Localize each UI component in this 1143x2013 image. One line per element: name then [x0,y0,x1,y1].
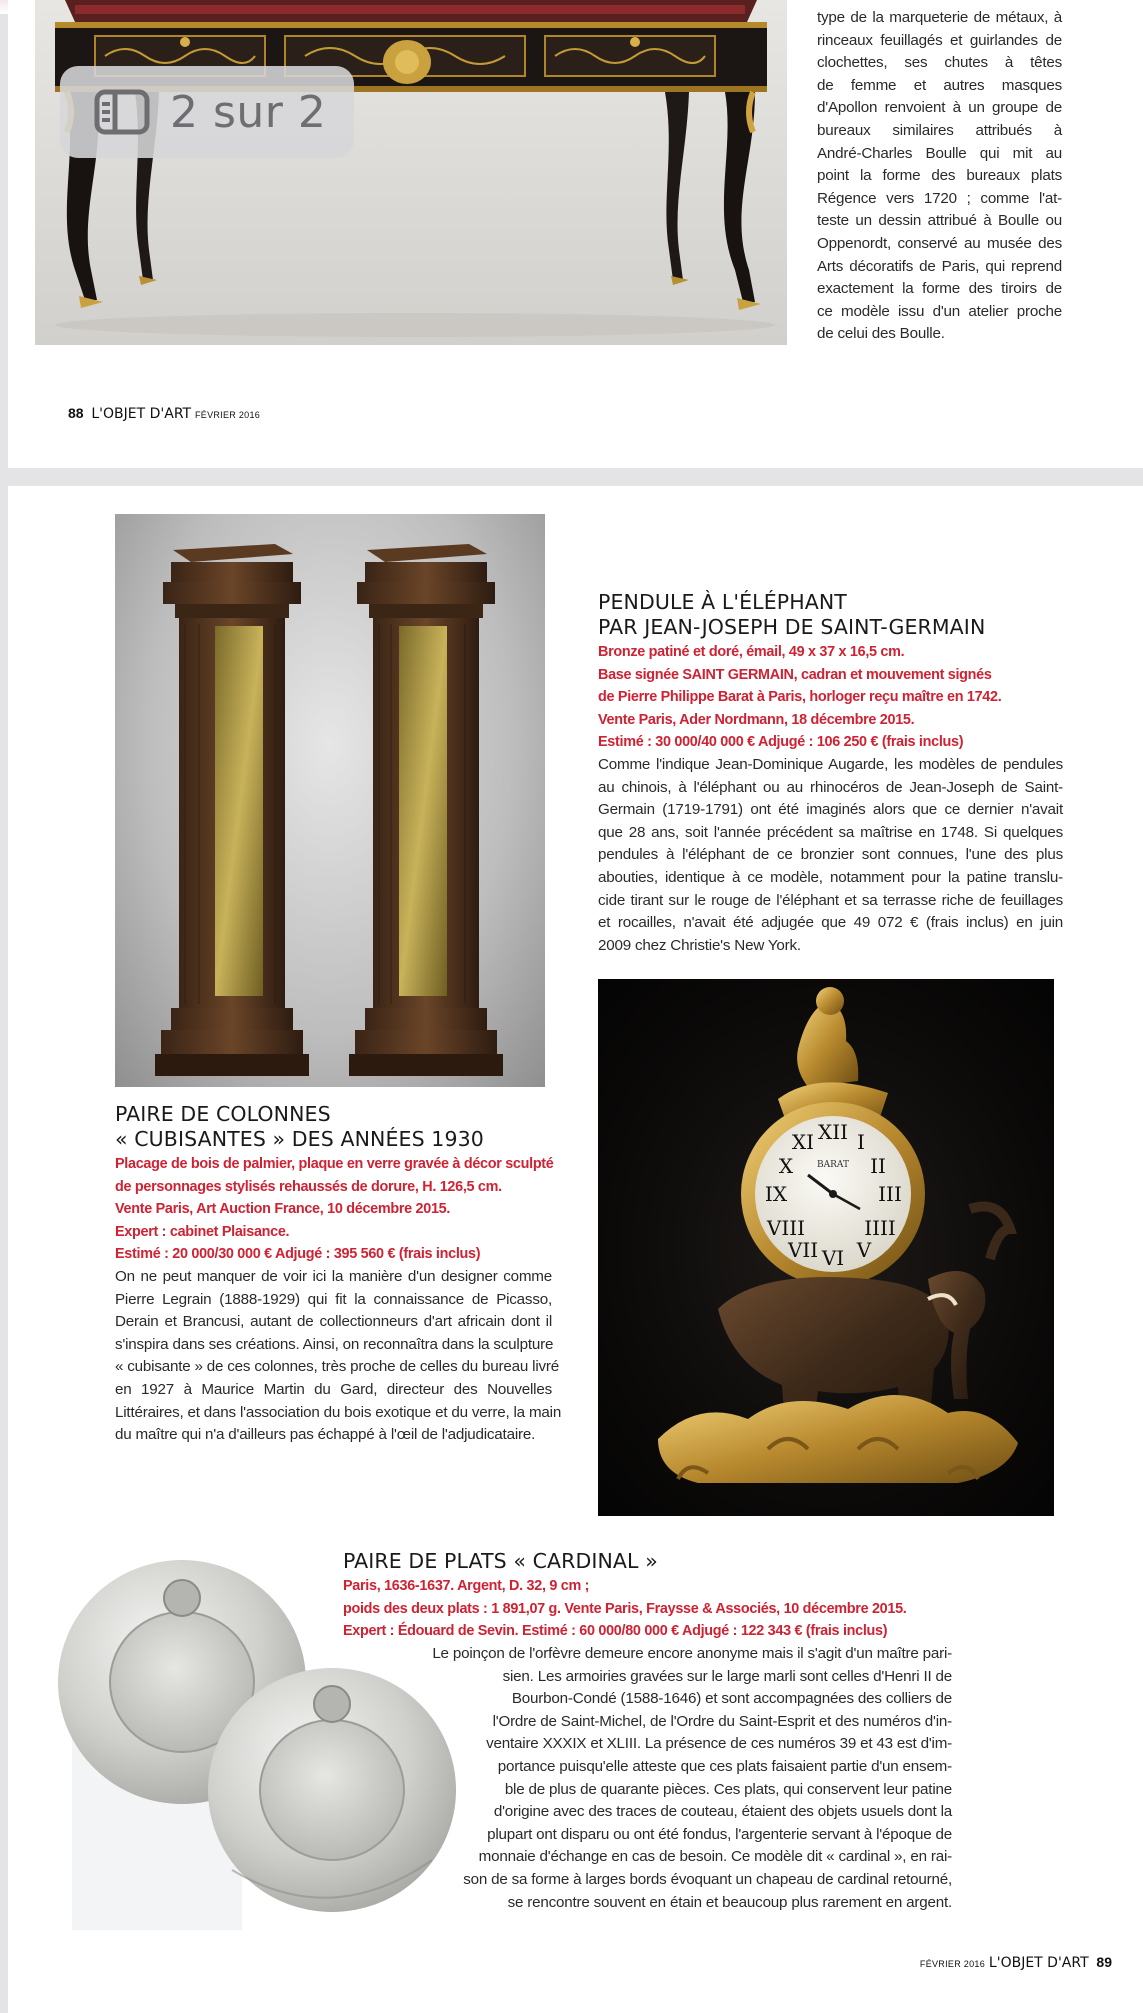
text-line: pendules à l'éléphant de ce bronzier sont connues, l'une des plus [598,846,1063,864]
page-folio-88 [68,405,260,422]
text-line: cide tirant sur le rouge de l'éléphant et sa terrasse riche de feuillages [598,891,1063,909]
issue-date: FÉVRIER 2016 [919,1959,986,1969]
text-line: au chinois, à l'éléphant ou au rhinocéros de Jean-Joseph de Saint- [598,778,1063,796]
text-line: On ne peut manquer de voir ici la manière d'un designer comme [115,1268,552,1285]
svg-text:VI: VI [821,1246,845,1270]
meta-line: Vente Paris, Art Auction France, 10 décembre 2015. [115,1201,451,1218]
text-line: se rencontre souvent en étain et beaucoup plus rarement en argent. [507,1893,952,1911]
pendule-title-line1: PENDULE À L'ÉLÉPHANT [598,590,847,614]
text-line: que 28 ans, soit l'année précédent sa maîtrise en 1748. Si quelques [598,823,1063,841]
text-line: exactement la forme des tiroirs de [817,280,1062,298]
colonnes-title-line1: PAIRE DE COLONNES [115,1102,331,1126]
meta-line: Paris, 1636-1637. Argent, D. 32, 9 cm ; [343,1578,590,1594]
book-pages-icon [94,89,150,135]
elephant-clock-photo [598,979,1054,1516]
text-line: Régence vers 1720 ; comme l'at- [817,189,1062,207]
meta-line: poids des deux plats : 1 891,07 g. Vente Paris, Fraysse & Associés, 10 décembre 2015. [343,1600,907,1617]
page-number: 89 [1096,1954,1112,1970]
meta-line: Base signée SAINT GERMAIN, cadran et mouvement signés [598,666,992,683]
cubist-columns-illustration [115,514,545,1087]
svg-text:XI: XI [791,1130,815,1154]
plats-body-text [392,1643,952,1914]
colonnes-body-text [115,1266,562,1447]
text-line: du maître qui n'a d'ailleurs pas échappé à l'œil de l'adjudicataire. [115,1426,536,1444]
meta-line: Estimé : 20 000/30 000 € Adjugé : 395 560 € (frais inclus) [115,1246,481,1263]
text-line: type de la marqueterie de métaux, à [817,9,1062,26]
svg-text:X: X [778,1154,794,1178]
text-line: s'inspira dans ses créations. Ainsi, on reconnaîtra dans la sculpture [115,1335,554,1353]
meta-line: de personnages stylisés rehaussés de dorure, H. 126,5 cm. [115,1178,502,1195]
page-indicator[interactable] [60,66,354,158]
svg-text:XII: XII [817,1120,849,1144]
text-line: plupart ont disparu ou ont été fondus, l'argenterie servant à l'époque de [487,1825,952,1843]
text-line: Oppenordt, conservé au musée des [817,234,1062,252]
text-line: abouties, identique à ce modèle, notamment pour la patine translu- [598,868,1063,886]
text-line: point la forme des bureaux plats [817,167,1062,185]
text-line: de femme et autres masques [817,76,1062,94]
text-line: d'Apollon renvoient à un groupe de [817,99,1062,117]
magazine-page-89 [8,486,1143,2013]
text-line: Pierre Legrain (1888-1929) qui fit la connaissance de Picasso, [115,1290,552,1308]
text-line: Littéraires, et dans l'association du bois exotique et du verre, la main [115,1403,562,1421]
text-line: Le poinçon de l'orfèvre demeure encore anonyme mais il s'agit d'un maître pari- [432,1645,952,1662]
columns-photo [115,514,545,1087]
text-line: Arts décoratifs de Paris, qui reprend [817,257,1062,275]
desk-illustration [35,0,787,345]
text-line: d'origine avec des traces de couteau, étaient des objets usuels dont la [493,1803,952,1821]
text-line: Bourbon-Condé (1588-1646) et sont accompagnées des colliers de [511,1690,952,1708]
text-line: « cubisante » de ces colonnes, très proche de celles du bureau livré [115,1358,559,1376]
issue-date: FÉVRIER 2016 [194,410,261,420]
text-line: monnaie d'échange en cas de besoin. Ce modèle dit « cardinal », en rai- [478,1848,952,1866]
text-line: teste un dessin attribué à Boulle ou [817,212,1062,230]
text-line: clochettes, ses chutes à têtes [817,54,1062,72]
text-line: rinceaux feuillagés et guirlandes de [817,31,1062,49]
svg-text:III: III [878,1182,902,1206]
text-line: ventaire XXXIX et XLIII. La présence de ces numéros 39 et 43 est d'im- [486,1735,952,1753]
page-number: 88 [68,405,84,421]
magazine-name: L'OBJET D'ART [988,1955,1089,1971]
text-line: de celui des Boulle. [817,325,945,343]
svg-text:I: I [857,1130,865,1154]
svg-text:VIII: VIII [766,1216,806,1240]
dial-signature: BARAT [817,1160,849,1170]
text-line: bureaux similaires attribués à [817,121,1062,139]
svg-text:II: II [870,1154,886,1178]
colonnes-sale-details [115,1153,555,1266]
pendule-title-line2: PAR JEAN-JOSEPH DE SAINT-GERMAIN [598,615,986,639]
svg-text:V: V [856,1238,872,1262]
svg-text:VII: VII [787,1238,819,1262]
meta-line: Expert : Édouard de Sevin. Estimé : 60 000/80 000 € Adjugé : 122 343 € (frais inclus) [343,1623,888,1640]
colonnes-title-line2: « CUBISANTES » DES ANNÉES 1930 [115,1127,484,1151]
pendule-title [598,590,1078,640]
meta-line: Vente Paris, Ader Nordmann, 18 décembre 2015. [598,711,915,728]
text-line: ce modèle issu d'un atelier proche [817,302,1062,320]
svg-text:IX: IX [764,1182,788,1206]
text-line: et rocailles, n'avait été adjugée que 49 072 € (frais inclus) en juin [598,914,1063,932]
meta-line: Expert : cabinet Plaisance. [115,1223,290,1240]
page-indicator-label: 2 sur 2 [170,86,327,138]
pendule-sale-details [598,641,1058,754]
magazine-name: L'OBJET D'ART [91,406,192,422]
text-line: sien. Les armoiries gravées sur le large marli sont celles d'Henri II de [502,1667,952,1685]
meta-line: Bronze patiné et doré, émail, 49 x 37 x 16,5 cm. [598,644,905,660]
meta-line: Estimé : 30 000/40 000 € Adjugé : 106 250 € (frais inclus) [598,734,964,751]
text-line: portance puisqu'elle atteste que ces plats faisaient partie d'un ensem- [497,1757,952,1775]
plats-title: PAIRE DE PLATS « CARDINAL » [343,1549,658,1573]
elephant-clock-illustration [598,979,1054,1516]
text-line: Derain et Brancusi, autant de collectionneurs d'art africain dont il [115,1313,552,1331]
svg-text:IIII: IIII [864,1216,896,1240]
meta-line: de Pierre Philippe Barat à Paris, horloger reçu maître en 1742. [598,689,1002,706]
boulle-desk-photo [35,0,787,345]
text-line: Germain (1719-1791) ont été imaginés alors que ce dernier n'avait [598,801,1063,819]
text-line: André-Charles Boulle qui mit au [817,144,1062,162]
plats-sale-details [343,1575,983,1643]
text-line: Comme l'indique Jean-Dominique Augarde, les modèles de pendules [598,756,1063,773]
page-folio-89 [920,1954,1112,1971]
text-line: en 1927 à Maurice Martin du Gard, directeur des Nouvelles [115,1380,552,1398]
pendule-body-text [598,754,1063,957]
colonnes-title [115,1102,575,1152]
continued-article-text [817,7,1062,346]
text-line: l'Ordre de Saint-Michel, de l'Ordre du Saint-Esprit et des numéros d'in- [492,1712,952,1730]
text-line: 2009 chez Christie's New York. [598,936,801,954]
text-line: son de sa forme à larges bords évoquant un chapeau de cardinal retourné, [463,1870,952,1888]
meta-line: Placage de bois de palmier, plaque en verre gravée à décor sculpté [115,1156,554,1172]
text-line: ble de plus de quarante pièces. Ces plats, qui conservent leur patine [504,1780,952,1798]
